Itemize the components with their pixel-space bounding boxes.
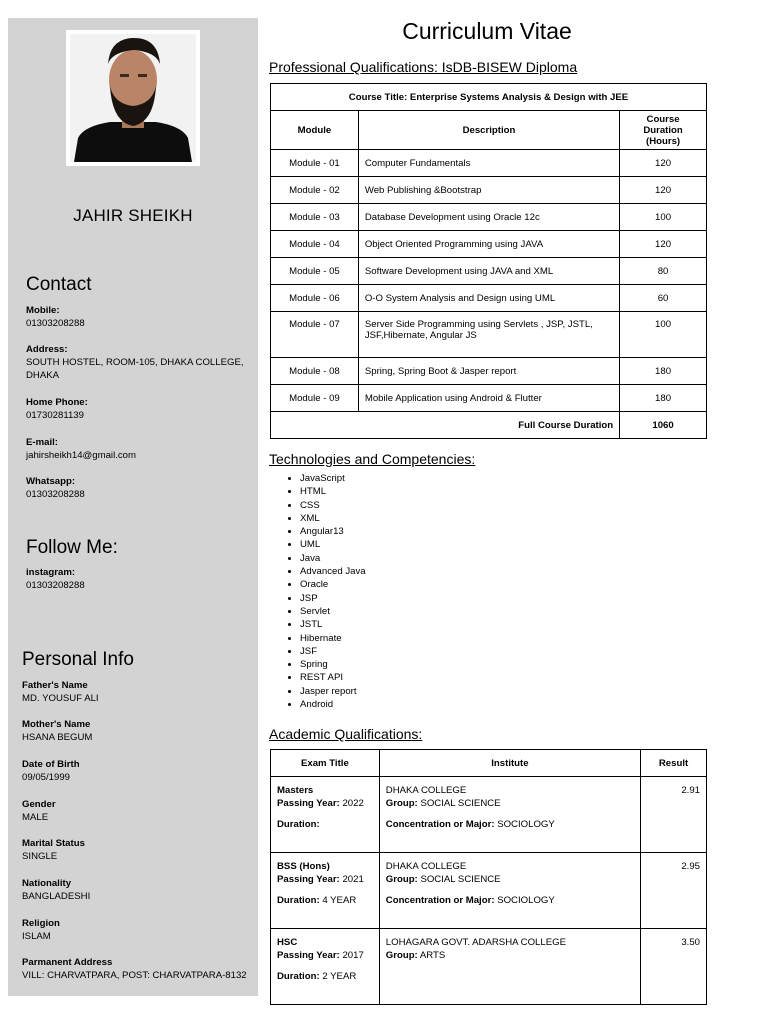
hours-cell: 180 — [620, 358, 707, 385]
personal-item-gender — [22, 798, 254, 824]
institute-cell — [379, 853, 640, 929]
passing-year-value: 2022 — [342, 798, 364, 809]
hours-cell: 120 — [620, 150, 707, 177]
duration-value: 2 YEAR — [322, 971, 357, 982]
table-row — [271, 150, 707, 177]
contact-mobile — [26, 304, 251, 330]
technologies-heading: Technologies and Competencies: — [269, 451, 476, 467]
group-value: ARTS — [419, 950, 446, 961]
table-row — [271, 929, 707, 1005]
description-cell: Object Oriented Programming using JAVA — [358, 231, 619, 258]
description-cell: Database Development using Oracle 12c — [358, 204, 619, 231]
hours-cell: 100 — [620, 312, 707, 358]
hours-cell: 80 — [620, 258, 707, 285]
group-label: Group: — [385, 874, 418, 885]
contact-address — [26, 343, 251, 382]
address-label: Address: — [26, 344, 68, 355]
whatsapp-label: Whatsapp: — [26, 476, 76, 487]
professional-qualifications-heading: Professional Qualifications: IsDB-BISEW Diploma — [269, 59, 578, 75]
contact-heading: Contact — [26, 274, 92, 295]
column-header-result: Result — [641, 750, 707, 777]
follow-instagram — [26, 566, 251, 592]
personal-item-label: Gender — [22, 799, 56, 810]
total-row — [271, 412, 707, 439]
column-header-duration: Course Duration (Hours) — [620, 111, 707, 150]
list-item: • XML — [300, 512, 366, 525]
list-item: • JSP — [300, 592, 366, 605]
concentration-label: Concentration or Major: — [385, 895, 495, 906]
group-value: SOCIAL SCIENCE — [420, 874, 501, 885]
column-header-institute: Institute — [379, 750, 640, 777]
list-item: • JavaScript — [300, 472, 366, 485]
description-cell: Computer Fundamentals — [358, 150, 619, 177]
description-cell: O-O System Analysis and Design using UML — [358, 285, 619, 312]
mobile-value: 01303208288 — [26, 318, 85, 329]
contact-email — [26, 436, 251, 462]
personal-item-value: BANGLADESHI — [22, 891, 91, 902]
personal-item-value: SINGLE — [22, 851, 58, 862]
concentration-value: SOCIOLOGY — [497, 895, 555, 906]
hours-cell: 120 — [620, 177, 707, 204]
hours-cell: 120 — [620, 231, 707, 258]
list-item: • Angular13 — [300, 525, 366, 538]
table-row — [271, 177, 707, 204]
result-cell: 3.50 — [641, 929, 707, 1005]
list-item: • Spring — [300, 658, 366, 671]
exam-title: BSS (Hons) — [277, 861, 330, 872]
description-cell: Spring, Spring Boot & Jasper report — [358, 358, 619, 385]
table-row — [271, 312, 707, 358]
passing-year-value: 2017 — [342, 950, 364, 961]
duration-value: 4 YEAR — [322, 895, 357, 906]
personal-item-mothers-name — [22, 718, 254, 744]
person-photo-icon — [70, 34, 196, 162]
description-cell: Mobile Application using Android & Flutter — [358, 385, 619, 412]
personal-item-value: 09/05/1999 — [22, 772, 71, 783]
personal-item-value: ISLAM — [22, 931, 51, 942]
institute-name: DHAKA COLLEGE — [385, 785, 467, 796]
group-value: SOCIAL SCIENCE — [420, 798, 501, 809]
column-header-description: Description — [358, 111, 619, 150]
list-item: • JSF — [300, 645, 366, 658]
list-item: • REST API — [300, 671, 366, 684]
passing-year-label: Passing Year: — [277, 950, 340, 961]
exam-cell — [271, 853, 380, 929]
description-cell: Server Side Programming using Servlets , JSP, JSTL, JSF,Hibernate, Angular JS — [358, 312, 619, 358]
module-cell: Module - 06 — [271, 285, 359, 312]
personal-item-label: Mother's Name — [22, 719, 91, 730]
academic-header-row — [271, 750, 707, 777]
technologies-list — [282, 472, 366, 711]
list-item: • UML — [300, 538, 366, 551]
instagram-value: 01303208288 — [26, 580, 85, 591]
column-header-module: Module — [271, 111, 359, 150]
exam-title: HSC — [277, 937, 298, 948]
table-row — [271, 285, 707, 312]
description-cell: Software Development using JAVA and XML — [358, 258, 619, 285]
module-cell: Module - 02 — [271, 177, 359, 204]
exam-title: Masters — [277, 785, 314, 796]
sidebar — [8, 18, 258, 996]
hours-cell: 100 — [620, 204, 707, 231]
module-cell: Module - 08 — [271, 358, 359, 385]
list-item: • JSTL — [300, 618, 366, 631]
group-label: Group: — [385, 798, 418, 809]
list-item: • Oracle — [300, 578, 366, 591]
institute-name: LOHAGARA GOVT. ADARSHA COLLEGE — [385, 937, 566, 948]
duration-label: Duration: — [277, 819, 320, 830]
duration-label: Duration: — [277, 895, 320, 906]
institute-cell — [379, 777, 640, 853]
list-item: • Android — [300, 698, 366, 711]
course-header-row — [271, 111, 707, 150]
passing-year-label: Passing Year: — [277, 798, 340, 809]
personal-item-religion — [22, 917, 254, 943]
total-label: Full Course Duration — [271, 412, 620, 439]
whatsapp-value: 01303208288 — [26, 489, 85, 500]
contact-home-phone — [26, 396, 251, 422]
personal-item-label: Father's Name — [22, 680, 88, 691]
exam-cell — [271, 929, 380, 1005]
list-item: • Jasper report — [300, 685, 366, 698]
total-value: 1060 — [620, 412, 707, 439]
personal-item-permanent-address — [22, 956, 258, 982]
personal-item-label: Marital Status — [22, 838, 85, 849]
person-name: JAHIR SHEIKH — [73, 206, 193, 225]
personal-item-value: MALE — [22, 812, 49, 823]
hours-cell: 60 — [620, 285, 707, 312]
table-row — [271, 385, 707, 412]
concentration-value: SOCIOLOGY — [497, 819, 555, 830]
institute-name: DHAKA COLLEGE — [385, 861, 467, 872]
result-cell: 2.95 — [641, 853, 707, 929]
list-item: • HTML — [300, 485, 366, 498]
personal-item-label: Parmanent Address — [22, 957, 113, 968]
address-value: SOUTH HOSTEL, ROOM-105, DHAKA COLLEGE, DHAKA — [26, 357, 244, 381]
list-item: • Hibernate — [300, 632, 366, 645]
list-item: • CSS — [300, 499, 366, 512]
personal-item-value: VILL: CHARVATPARA, POST: CHARVATPARA-8132 — [22, 970, 247, 981]
mobile-label: Mobile: — [26, 305, 60, 316]
profile-photo — [66, 30, 200, 166]
passing-year-label: Passing Year: — [277, 874, 340, 885]
module-cell: Module - 01 — [271, 150, 359, 177]
page-title: Curriculum Vitae — [402, 18, 572, 44]
personal-item-date-of-birth — [22, 758, 254, 784]
list-item: • Advanced Java — [300, 565, 366, 578]
academic-table — [270, 749, 707, 1005]
personal-item-fathers-name — [22, 679, 254, 705]
table-row — [271, 853, 707, 929]
personal-item-value: MD. YOUSUF ALI — [22, 693, 99, 704]
course-table — [270, 83, 707, 439]
table-row — [271, 231, 707, 258]
follow-heading: Follow Me: — [26, 537, 118, 558]
home-phone-value: 01730281139 — [26, 410, 84, 421]
module-cell: Module - 03 — [271, 204, 359, 231]
personal-item-value: HSANA BEGUM — [22, 732, 93, 743]
personal-info-heading: Personal Info — [22, 649, 134, 670]
description-cell: Web Publishing &Bootstrap — [358, 177, 619, 204]
concentration-label: Concentration or Major: — [385, 819, 495, 830]
hours-cell: 180 — [620, 385, 707, 412]
passing-year-value: 2021 — [342, 874, 364, 885]
academic-heading: Academic Qualifications: — [269, 726, 423, 742]
personal-item-marital-status — [22, 837, 254, 863]
personal-item-label: Date of Birth — [22, 759, 80, 770]
group-label: Group: — [385, 950, 418, 961]
table-row — [271, 358, 707, 385]
personal-item-nationality — [22, 877, 254, 903]
module-cell: Module - 09 — [271, 385, 359, 412]
column-header-exam-title: Exam Title — [271, 750, 380, 777]
institute-cell — [379, 929, 640, 1005]
course-title-row — [271, 84, 707, 111]
personal-item-label: Religion — [22, 918, 60, 929]
contact-whatsapp — [26, 475, 251, 501]
duration-label: Duration: — [277, 971, 320, 982]
table-row — [271, 777, 707, 853]
module-cell: Module - 07 — [271, 312, 359, 358]
profile-photo-image — [70, 34, 196, 162]
table-row — [271, 258, 707, 285]
table-row — [271, 204, 707, 231]
module-cell: Module - 04 — [271, 231, 359, 258]
list-item: • Servlet — [300, 605, 366, 618]
result-cell: 2.91 — [641, 777, 707, 853]
instagram-label: instagram: — [26, 567, 76, 578]
personal-item-label: Nationality — [22, 878, 72, 889]
home-phone-label: Home Phone: — [26, 397, 88, 408]
list-item: • Java — [300, 552, 366, 565]
email-label: E-mail: — [26, 437, 58, 448]
email-value[interactable]: jahirsheikh14@gmail.com — [26, 450, 136, 461]
exam-cell — [271, 777, 380, 853]
course-title: Course Title: Enterprise Systems Analysis & Design with JEE — [271, 84, 707, 111]
module-cell: Module - 05 — [271, 258, 359, 285]
